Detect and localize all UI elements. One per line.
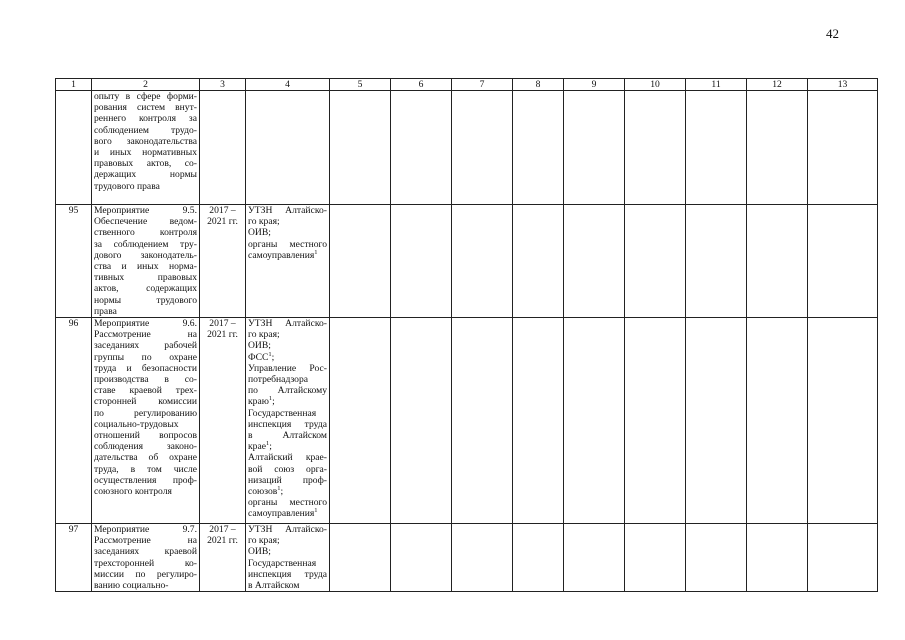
- measure-name-line: права: [94, 305, 117, 317]
- executor-line: го края;: [248, 216, 280, 228]
- empty-cell: [330, 318, 391, 524]
- empty-cell: [564, 205, 625, 318]
- measure-name-line: трехсторонней ко-: [94, 557, 197, 569]
- executor-line: УТЗН Алтайско-: [248, 205, 327, 216]
- empty-cell: [391, 524, 452, 592]
- measure-name-line: дательства об охране: [94, 452, 197, 464]
- column-header: 2: [92, 79, 200, 91]
- column-header: 4: [246, 79, 330, 91]
- column-header: 8: [513, 79, 564, 91]
- term: [200, 91, 246, 205]
- executor-line: вой союз орга-: [248, 463, 327, 475]
- measure-name-line: союзного контроля: [94, 486, 172, 498]
- executor-line: низаций проф-: [248, 474, 327, 486]
- empty-cell: [747, 318, 808, 524]
- empty-cell: [625, 524, 686, 592]
- footnote-mark: 1: [314, 507, 318, 515]
- measure-name: [92, 524, 200, 592]
- executor-line: союзов$^1$;: [248, 484, 284, 498]
- empty-cell: [391, 91, 452, 205]
- executor-line: по Алтайскому: [248, 385, 327, 397]
- column-header: 1: [56, 79, 92, 91]
- measure-name-line: трудового права: [94, 180, 160, 192]
- measure-name-line: ванию социально-: [94, 580, 169, 592]
- table-row: [56, 524, 878, 592]
- empty-cell: [452, 318, 513, 524]
- measure-name-line: реннего контроля за: [94, 113, 197, 125]
- term-line: 2017 –: [209, 205, 236, 216]
- measure-name: [92, 205, 200, 318]
- empty-cell: [686, 524, 747, 592]
- empty-cell: [625, 205, 686, 318]
- executor-line: ФСС$^1$;: [248, 350, 275, 363]
- executor-line: органы местного: [248, 238, 327, 250]
- empty-cell: [330, 91, 391, 205]
- empty-cell: [452, 524, 513, 592]
- measure-name-line: Обеспечение ведом-: [94, 216, 197, 228]
- empty-cell: [625, 318, 686, 524]
- measure-name-line: дового законодатель-: [94, 249, 197, 261]
- measure-name-line: актов, содержащих: [94, 283, 197, 295]
- executor-line: инспекция труда: [248, 568, 327, 580]
- measure-name-line: нормы трудового: [94, 294, 197, 306]
- executor-line: органы местного: [248, 497, 327, 509]
- executor-line: самоуправления$^1$: [248, 248, 318, 261]
- measure-name-line: Мероприятие 9.7.: [94, 524, 197, 536]
- term: [200, 205, 246, 318]
- measure-name-line: Рассмотрение на: [94, 329, 197, 341]
- measure-name-line: группы по охране: [94, 351, 197, 363]
- empty-cell: [513, 524, 564, 592]
- empty-cell: [686, 91, 747, 205]
- measure-name-line: соблюдением трудо-: [94, 124, 197, 136]
- footnote-mark: 1: [268, 350, 272, 358]
- page-number: 42: [826, 26, 839, 41]
- empty-cell: [808, 524, 878, 592]
- empty-cell: [686, 205, 747, 318]
- empty-cell: [391, 205, 452, 318]
- empty-cell: [564, 91, 625, 205]
- empty-cell: [391, 318, 452, 524]
- measures-table: [55, 78, 878, 592]
- empty-cell: [747, 205, 808, 318]
- row-number: 96: [56, 318, 92, 524]
- measure-name-line: рования систем внут-: [94, 102, 197, 114]
- measure-name-line: Рассмотрение на: [94, 535, 197, 547]
- empty-cell: [747, 91, 808, 205]
- header-row: [56, 79, 878, 91]
- measure-name-line: за соблюдением тру-: [94, 238, 197, 250]
- empty-cell: [564, 318, 625, 524]
- measure-name-line: труда и безопасности: [94, 362, 197, 374]
- empty-cell: [625, 91, 686, 205]
- empty-cell: [808, 91, 878, 205]
- term: [200, 524, 246, 592]
- executor-line: инспекция труда: [248, 418, 327, 430]
- column-header: 5: [330, 79, 391, 91]
- measure-name-line: труда, в том числе: [94, 463, 197, 475]
- empty-cell: [564, 524, 625, 592]
- measure-name-line: заседаниях рабочей: [94, 340, 197, 352]
- executors: [246, 318, 330, 524]
- executor-line: УТЗН Алтайско-: [248, 318, 327, 330]
- column-header: 9: [564, 79, 625, 91]
- executor-line: краю$^1$;: [248, 395, 275, 408]
- empty-cell: [686, 318, 747, 524]
- column-header: 3: [200, 79, 246, 91]
- executor-line: Управление Рос-: [248, 362, 327, 374]
- column-header: 10: [625, 79, 686, 91]
- executor-line: Государственная: [248, 407, 317, 419]
- term-line: 2021 гг.: [207, 216, 238, 228]
- measure-name-line: и иных нормативных: [94, 147, 197, 159]
- empty-cell: [330, 524, 391, 592]
- table-row: [56, 91, 878, 205]
- measure-name-line: социально-трудовых: [94, 418, 179, 430]
- executor-line: ОИВ;: [248, 227, 271, 239]
- executor-line: в Алтайском: [248, 580, 300, 592]
- measure-name-line: осуществления проф-: [94, 474, 197, 486]
- executor-line: Алтайский крае-: [248, 452, 327, 464]
- measure-name-line: Мероприятие 9.5.: [94, 205, 197, 216]
- footnote-mark: 1: [314, 248, 318, 256]
- table-body: [56, 91, 878, 592]
- executors: [246, 524, 330, 592]
- executor-line: крае$^1$;: [248, 440, 272, 453]
- row-number: [56, 91, 92, 205]
- term-line: 2021 гг.: [207, 535, 238, 547]
- empty-cell: [808, 318, 878, 524]
- measure-name-line: ставе краевой трех-: [94, 385, 197, 397]
- executor-line: в Алтайском: [248, 430, 327, 442]
- measure-name-line: правовых актов, со-: [94, 158, 197, 170]
- empty-cell: [747, 524, 808, 592]
- footnote-mark: 1: [265, 440, 270, 448]
- measure-name-line: производства в со-: [94, 374, 197, 386]
- executor-line: потребнадзора: [248, 374, 309, 386]
- executor-line: го края;: [248, 535, 280, 547]
- measure-name-line: отношений вопросов: [94, 430, 197, 442]
- table-row: [56, 205, 878, 318]
- table-row: [56, 318, 878, 524]
- empty-cell: [513, 318, 564, 524]
- empty-cell: [513, 205, 564, 318]
- empty-cell: [330, 205, 391, 318]
- executor-line: ОИВ;: [248, 546, 271, 558]
- measure-name-line: сторонней комиссии: [94, 396, 197, 408]
- executors: [246, 91, 330, 205]
- measure-name-line: ства и иных норма-: [94, 261, 197, 273]
- measure-name-line: держащих нормы: [94, 169, 197, 181]
- executor-line: Государственная: [248, 557, 317, 569]
- column-header: 7: [452, 79, 513, 91]
- measure-name-line: миссии по регулиро-: [94, 568, 197, 580]
- row-number: 95: [56, 205, 92, 318]
- column-header: 6: [391, 79, 452, 91]
- executor-line: го края;: [248, 329, 280, 341]
- executor-line: УТЗН Алтайско-: [248, 524, 327, 536]
- empty-cell: [513, 91, 564, 205]
- measure-name-line: вого законодательства: [94, 135, 197, 147]
- term-line: 2017 –: [209, 524, 236, 536]
- measure-name-line: соблюдения законо-: [94, 441, 197, 453]
- executors: [246, 205, 330, 318]
- measure-name-line: Мероприятие 9.6.: [94, 318, 197, 330]
- empty-cell: [452, 91, 513, 205]
- executor-line: ОИВ;: [248, 340, 271, 352]
- executor-line: самоуправления$^1$: [248, 507, 318, 520]
- column-header: 11: [686, 79, 747, 91]
- measure-name-line: тивных правовых: [94, 272, 197, 284]
- column-header: 12: [747, 79, 808, 91]
- empty-cell: [808, 205, 878, 318]
- measure-name-line: ственного контроля: [94, 227, 197, 239]
- footnote-mark: 1: [277, 484, 281, 492]
- column-header: 13: [808, 79, 878, 91]
- term: [200, 318, 246, 524]
- measure-name: [92, 91, 200, 205]
- measure-name: [92, 318, 200, 524]
- term-line: 2021 гг.: [207, 329, 238, 341]
- measure-name-line: по регулированию: [94, 407, 197, 419]
- measure-name-line: заседаниях краевой: [94, 546, 197, 558]
- measure-name-line: опыту в сфере форми-: [94, 91, 197, 102]
- term-line: 2017 –: [209, 318, 236, 330]
- row-number: 97: [56, 524, 92, 592]
- footnote-mark: 1: [268, 395, 273, 403]
- empty-cell: [452, 205, 513, 318]
